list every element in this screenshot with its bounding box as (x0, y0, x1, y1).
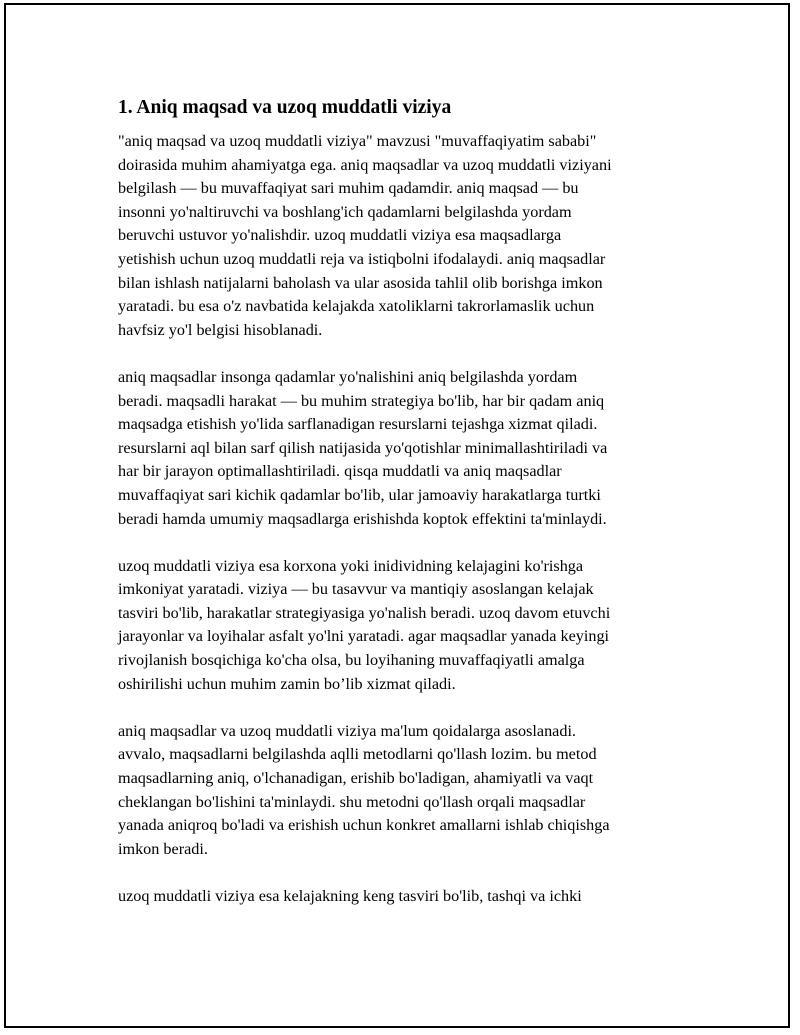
text-line: insonni yo'naltiruvchi va boshlang'ich qadamlarni belgilashda yordam (118, 202, 572, 221)
text-line: resurslarni aql bilan sarf qilish natijasida yo'qotishlar minimallashtiriladi va (118, 438, 608, 457)
text-line: bilan ishlash natijalarni baholash va ular asosida tahlil olib borishga imkon (118, 273, 603, 292)
paragraph-2 (118, 366, 688, 531)
text-line: beruvchi ustuvor yo'nalishdir. uzoq muddatli viziya esa maqsadlarga (118, 226, 562, 245)
text-line: oshirilishi uchun muhim zamin bo’lib xizmat qiladi. (118, 674, 456, 693)
text-line: har bir jarayon optimallashtiriladi. qisqa muddatli va aniq maqsadlar (118, 462, 562, 481)
text-line: belgilash — bu muvaffaqiyat sari muhim qadamdir. aniq maqsad — bu (118, 179, 579, 198)
text-line: yanada aniqroq bo'ladi va erishish uchun konkret amallarni ishlab chiqishga (118, 816, 610, 835)
text-line: uzoq muddatli viziya esa kelajakning keng tasviri bo'lib, tashqi va ichki (118, 887, 582, 905)
section-heading: 1. Aniq maqsad va uzoq muddatli viziya (118, 97, 452, 118)
text-line: beradi. maqsadli harakat — bu muhim strategiya bo'lib, har bir qadam aniq (118, 391, 605, 410)
text-line: beradi hamda umumiy maqsadlarga erishishda koptok effektini ta'minlaydi. (118, 509, 607, 528)
text-line: maqsadlarning aniq, o'lchanadigan, erishib bo'ladigan, ahamiyatli va vaqt (118, 769, 594, 788)
text-line: muvaffaqiyat sari kichik qadamlar bo'lib, ular jamoaviy harakatlarga turtki (118, 485, 601, 504)
text-line: aniq maqsadlar insonga qadamlar yo'nalishini aniq belgilashda yordam (118, 367, 578, 386)
paragraphs-container (118, 130, 688, 909)
text-line: yetishish uchun uzoq muddatli reja va istiqbolni ifodalaydi. aniq maqsadlar (118, 249, 606, 268)
text-line: maqsadga etishish yo'lida sarflanadigan resurslarni tejashga xizmat qiladi. (118, 415, 598, 434)
text-line: havfsiz yo'l belgisi hisoblanadi. (118, 320, 323, 339)
text-line: imkoniyat yaratadi. viziya — bu tasavvur va mantiqiy asoslangan kelajak (118, 580, 594, 599)
text-line: avvalo, maqsadlarni belgilashda aqlli metodlarni qo'llash lozim. bu metod (118, 745, 597, 764)
text-line: tasviri bo'lib, harakatlar strategiyasiga yo'nalish beradi. uzoq davom etuvchi (118, 603, 611, 622)
text-line: cheklangan bo'lishini ta'minlaydi. shu metodni qo'llash orqali maqsadlar (118, 792, 586, 811)
text-line: aniq maqsadlar va uzoq muddatli viziya ma'lum qoidalarga asoslanadi. (118, 721, 576, 740)
document-body (118, 96, 688, 932)
text-line: doirasida muhim ahamiyatga ega. aniq maqsadlar va uzoq muddatli viziyani (118, 155, 612, 174)
text-line: rivojlanish bosqichiga ko'cha olsa, bu loyihaning muvaffaqiyatli amalga (118, 651, 585, 670)
text-line: uzoq muddatli viziya esa korxona yoki inidividning kelajagini ko'rishga (118, 556, 584, 575)
text-line: jarayonlar va loyihalar asfalt yo'lni yaratadi. agar maqsadlar yanada keyingi (118, 627, 610, 646)
paragraph-1 (118, 130, 688, 342)
text-line: imkon beradi. (118, 839, 208, 858)
paragraph-5 (118, 885, 688, 909)
paragraph-4 (118, 720, 688, 862)
paragraph-3 (118, 555, 688, 697)
text-line: yaratadi. bu esa o'z navbatida kelajakda xatoliklarni takrorlamaslik uchun (118, 297, 595, 316)
text-line: "aniq maqsad va uzoq muddatli viziya" mavzusi "muvaffaqiyatim sababi" (118, 132, 597, 150)
